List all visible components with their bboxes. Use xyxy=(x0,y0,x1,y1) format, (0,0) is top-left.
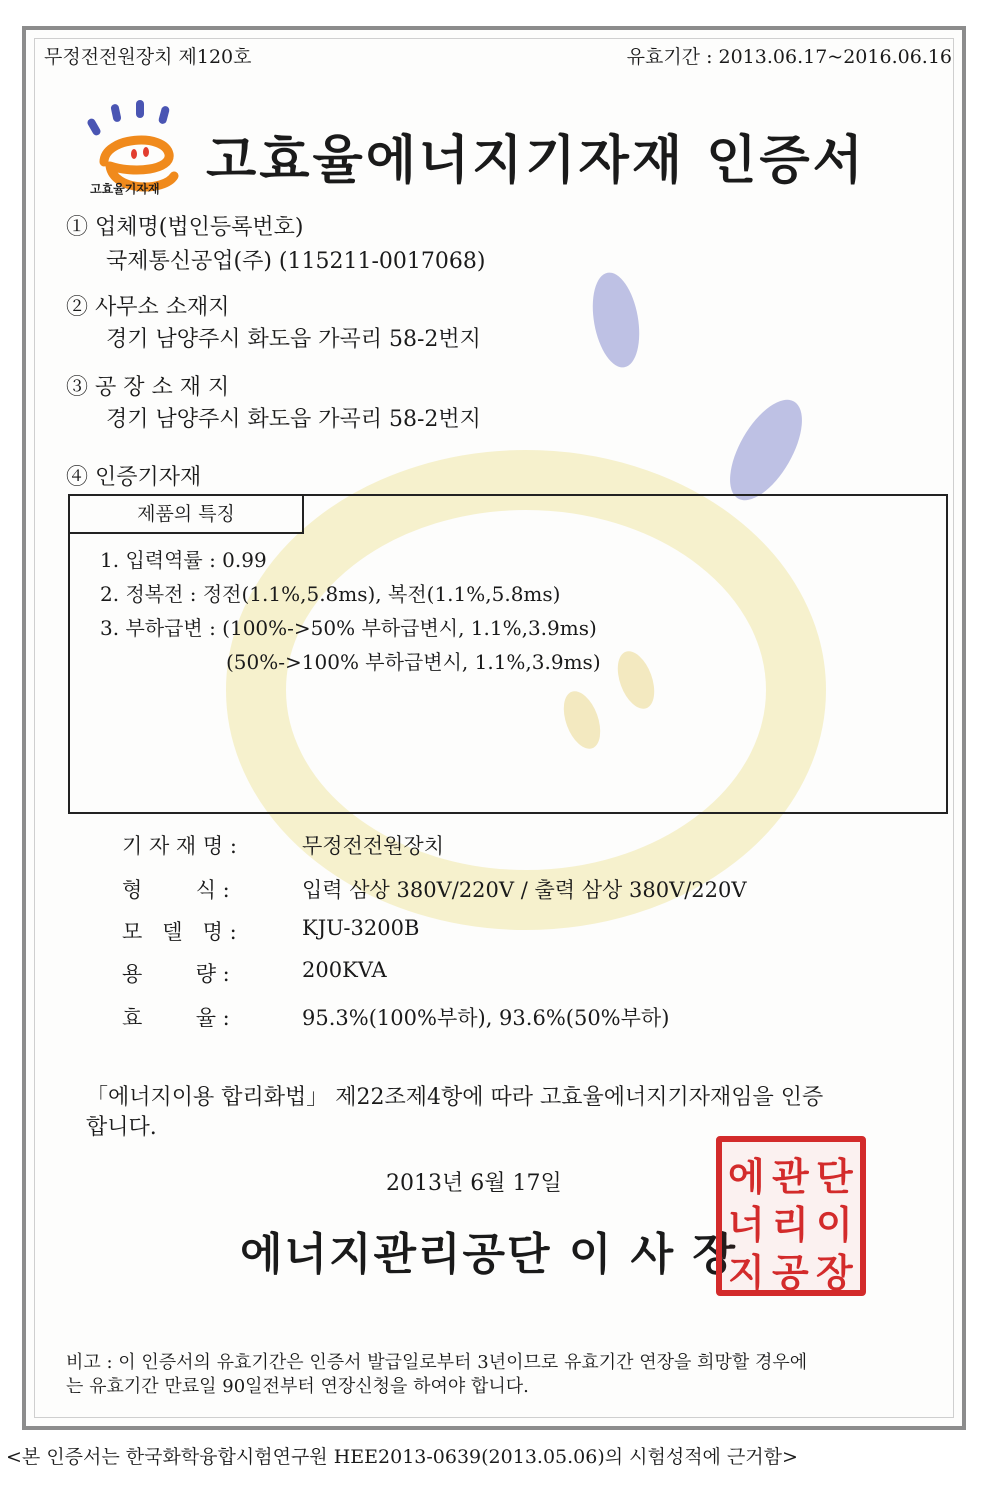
seal-char: 단 xyxy=(816,1154,853,1199)
spec-value-efficiency: 95.3%(100%부하), 93.6%(50%부하) xyxy=(302,1006,670,1030)
issue-date: 2013년 6월 17일 xyxy=(386,1171,562,1196)
spec-label-type: 형 식 : xyxy=(122,878,230,902)
certification-statement-line1: 「에너지이용 합리화법」 제22조제4항에 따라 고효율에너지기자재임을 인증 xyxy=(86,1085,824,1110)
validity-period: 유효기간 : 2013.06.17~2016.06.16 xyxy=(626,46,952,68)
spec-value-type: 입력 삼상 380V/220V / 출력 삼상 380V/220V xyxy=(302,878,747,902)
certification-statement-line2: 합니다. xyxy=(86,1115,157,1140)
feature-line-1: 1. 입력역률 : 0.99 xyxy=(100,548,267,572)
certificate-frame xyxy=(22,26,966,1430)
spec-label-name: 기 자 재 명 : xyxy=(122,834,237,858)
seal-char: 에 xyxy=(728,1154,765,1199)
seal-char: 너 xyxy=(728,1202,765,1247)
seal-char: 리 xyxy=(772,1202,809,1247)
seal-char: 이 xyxy=(816,1202,853,1247)
product-features-box xyxy=(68,494,948,814)
seal-char: 장 xyxy=(816,1250,853,1295)
logo-label: 고효율기자재 xyxy=(90,182,160,196)
section-equipment-title: ④ 인증기자재 xyxy=(66,465,202,490)
spec-value-capacity: 200KVA xyxy=(302,958,387,982)
section-office-body: 경기 남양주시 화도읍 가곡리 58-2번지 xyxy=(106,327,481,352)
section-company-body: 국제통신공업(주) (115211-0017068) xyxy=(106,249,486,274)
feature-line-4: (50%->100% 부하급변시, 1.1%,3.9ms) xyxy=(226,650,601,674)
section-office-title: ② 사무소 소재지 xyxy=(66,295,230,320)
certificate-title: 고효율에너지기자재 인증서 xyxy=(206,130,866,191)
features-header: 제품의 특징 xyxy=(70,496,304,534)
spec-label-capacity: 용 량 : xyxy=(122,962,230,986)
note-line1: 비고 : 이 인증서의 유효기간은 인증서 발급일로부터 3년이므로 유효기간 연장을 희망할 경우에 xyxy=(66,1352,808,1373)
spec-label-model: 모 델 명 : xyxy=(122,920,237,944)
feature-line-2: 2. 정복전 : 정전(1.1%,5.8ms), 복전(1.1%,5.8ms) xyxy=(100,582,561,606)
section-factory-title: ③ 공 장 소 재 지 xyxy=(66,375,230,400)
section-factory-body: 경기 남양주시 화도읍 가곡리 58-2번지 xyxy=(106,407,481,432)
section-company-title: ① 업체명(법인등록번호) xyxy=(66,215,304,240)
issuer-name: 에너지관리공단 이 사 장 xyxy=(240,1229,737,1280)
official-seal xyxy=(716,1136,866,1296)
seal-char: 지 xyxy=(728,1250,765,1295)
test-report-reference: <본 인증서는 한국화학융합시험연구원 HEE2013-0639(2013.05.06)의 시험성적에 근거함> xyxy=(6,1446,798,1468)
note-line2: 는 유효기간 만료일 90일전부터 연장신청을 하여야 합니다. xyxy=(66,1376,529,1397)
feature-line-3: 3. 부하급변 : (100%->50% 부하급변시, 1.1%,3.9ms) xyxy=(100,616,597,640)
spec-value-model: KJU-3200B xyxy=(302,916,420,940)
spec-label-efficiency: 효 율 : xyxy=(122,1006,230,1030)
certificate-number: 무정전전원장치 제120호 xyxy=(44,46,252,68)
seal-char: 관 xyxy=(772,1154,809,1199)
seal-char: 공 xyxy=(772,1250,809,1295)
spec-value-name: 무정전전원장치 xyxy=(302,834,445,858)
